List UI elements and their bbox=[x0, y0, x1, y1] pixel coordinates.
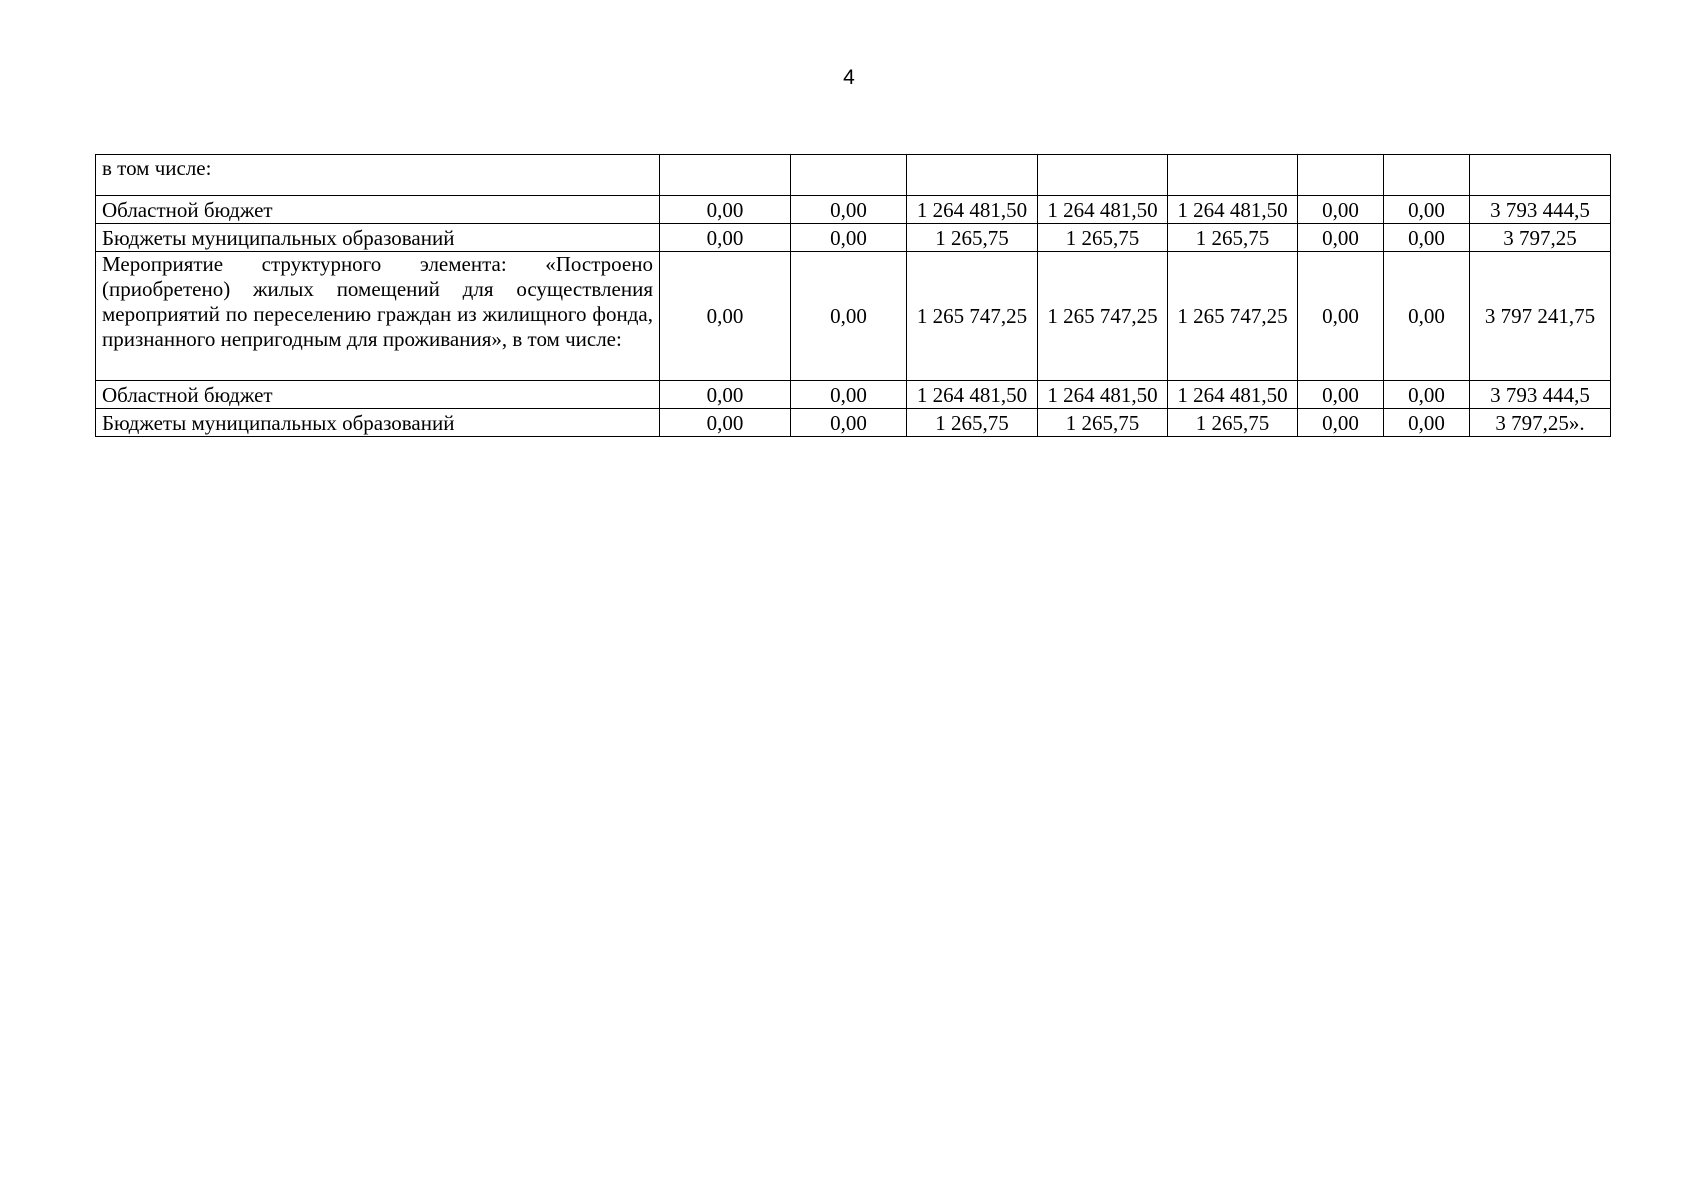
budget-table bbox=[95, 154, 1611, 437]
value-cell bbox=[1168, 155, 1298, 196]
value-cell: 3 797,25». bbox=[1470, 409, 1611, 437]
value-cell: 0,00 bbox=[791, 196, 907, 224]
row-label: Мероприятие структурного элемента: «Построено (приобретено) жилых помещений для осуществления мероприятий по переселению граждан из жилищного фонда, признанного непригодным для проживания», в том числе: bbox=[96, 252, 660, 381]
value-cell bbox=[1038, 155, 1168, 196]
value-cell: 0,00 bbox=[1298, 381, 1384, 409]
table-row bbox=[96, 155, 1611, 196]
value-cell: 3 797 241,75 bbox=[1470, 252, 1611, 381]
value-cell: 1 265,75 bbox=[907, 409, 1038, 437]
value-cell bbox=[1470, 155, 1611, 196]
value-cell: 0,00 bbox=[660, 409, 791, 437]
value-cell: 1 265 747,25 bbox=[1038, 252, 1168, 381]
value-cell: 0,00 bbox=[1298, 224, 1384, 252]
row-label: Бюджеты муниципальных образований bbox=[96, 409, 660, 437]
value-cell: 1 264 481,50 bbox=[1168, 196, 1298, 224]
value-cell: 1 264 481,50 bbox=[907, 196, 1038, 224]
value-cell: 0,00 bbox=[1384, 196, 1470, 224]
value-cell: 1 264 481,50 bbox=[1038, 196, 1168, 224]
value-cell: 0,00 bbox=[1384, 252, 1470, 381]
value-cell: 1 264 481,50 bbox=[1168, 381, 1298, 409]
table-row bbox=[96, 196, 1611, 224]
value-cell: 0,00 bbox=[1384, 224, 1470, 252]
value-cell: 1 265 747,25 bbox=[1168, 252, 1298, 381]
row-label: Бюджеты муниципальных образований bbox=[96, 224, 660, 252]
value-cell: 0,00 bbox=[1298, 196, 1384, 224]
value-cell: 0,00 bbox=[660, 224, 791, 252]
value-cell: 1 264 481,50 bbox=[907, 381, 1038, 409]
row-label: Областной бюджет bbox=[96, 196, 660, 224]
value-cell: 3 793 444,5 bbox=[1470, 381, 1611, 409]
value-cell bbox=[660, 155, 791, 196]
value-cell: 0,00 bbox=[1298, 409, 1384, 437]
value-cell: 0,00 bbox=[660, 196, 791, 224]
value-cell: 1 265,75 bbox=[1168, 224, 1298, 252]
table-row bbox=[96, 252, 1611, 381]
value-cell bbox=[907, 155, 1038, 196]
row-label: в том числе: bbox=[96, 155, 660, 196]
value-cell: 1 265,75 bbox=[907, 224, 1038, 252]
value-cell: 1 265 747,25 bbox=[907, 252, 1038, 381]
row-label: Областной бюджет bbox=[96, 381, 660, 409]
value-cell: 0,00 bbox=[660, 252, 791, 381]
table-row bbox=[96, 381, 1611, 409]
value-cell: 3 797,25 bbox=[1470, 224, 1611, 252]
value-cell: 0,00 bbox=[660, 381, 791, 409]
table-row bbox=[96, 224, 1611, 252]
value-cell: 0,00 bbox=[1384, 381, 1470, 409]
value-cell: 0,00 bbox=[791, 252, 907, 381]
value-cell bbox=[1384, 155, 1470, 196]
value-cell: 0,00 bbox=[791, 224, 907, 252]
value-cell: 1 265,75 bbox=[1168, 409, 1298, 437]
table-row bbox=[96, 409, 1611, 437]
value-cell: 0,00 bbox=[791, 409, 907, 437]
value-cell bbox=[1298, 155, 1384, 196]
value-cell bbox=[791, 155, 907, 196]
value-cell: 1 264 481,50 bbox=[1038, 381, 1168, 409]
page-number: 4 bbox=[843, 66, 855, 89]
value-cell: 3 793 444,5 bbox=[1470, 196, 1611, 224]
value-cell: 0,00 bbox=[1298, 252, 1384, 381]
value-cell: 0,00 bbox=[791, 381, 907, 409]
value-cell: 1 265,75 bbox=[1038, 224, 1168, 252]
value-cell: 0,00 bbox=[1384, 409, 1470, 437]
value-cell: 1 265,75 bbox=[1038, 409, 1168, 437]
